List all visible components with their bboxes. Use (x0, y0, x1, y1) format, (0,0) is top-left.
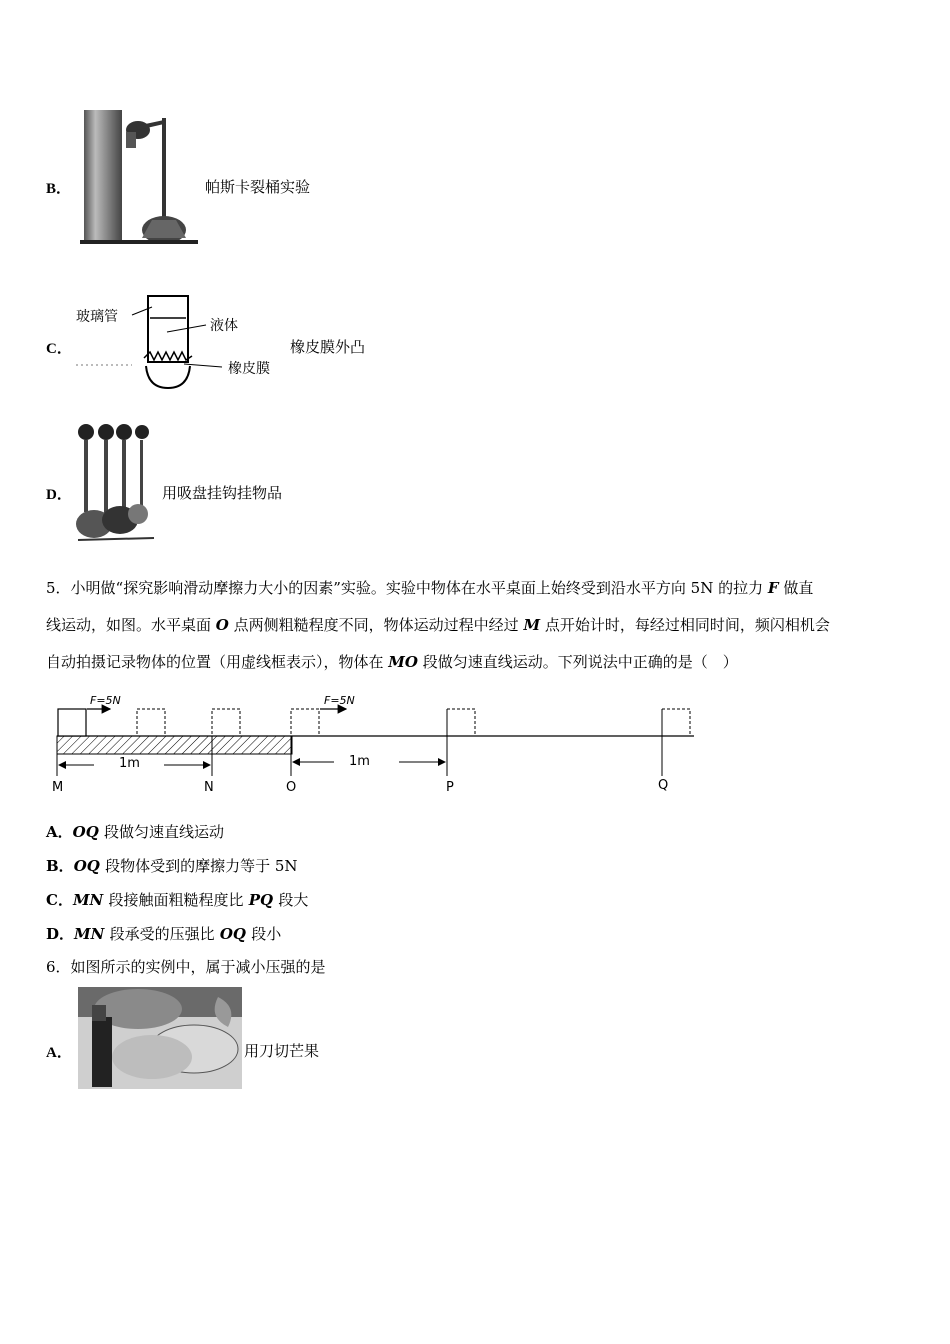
q5-line-1-text: 小明做“探究影响滑动摩擦力大小的因素”实验。实验中物体在水平桌面上始终受到沿水平方向 5N 的拉力 (70, 579, 764, 597)
q6-stem (46, 957, 326, 977)
q5-option-a-var: OQ (72, 823, 99, 841)
q5-option-c-var: MN (72, 891, 104, 909)
q5-option-c-text2: 段大 (278, 891, 309, 909)
q5-line-3 (46, 652, 738, 672)
liquid-label: 液体 (210, 318, 238, 334)
q5-line-3-var: MO (388, 653, 418, 671)
q5-line-2c: 点开始计时，每经过相同时间，频闪相机会 (544, 616, 830, 634)
motion-diagram (44, 688, 704, 803)
q6-option-a-letter: A． (46, 1045, 72, 1061)
q6-number: 6． (46, 958, 71, 976)
q5-option-a[interactable] (46, 821, 224, 842)
q5-option-c-var2: PQ (248, 891, 274, 909)
knife-mango-photo (78, 987, 242, 1089)
q5-option-d-var: MN (74, 925, 105, 943)
block-position-3 (212, 709, 240, 736)
block-position-2 (137, 709, 165, 736)
distance-label-mn: 1m (119, 756, 140, 771)
pascal-barrel-figure (80, 108, 204, 248)
q6-option-a-caption: 用刀切芒果 (244, 1042, 320, 1060)
block-position-5 (447, 709, 475, 736)
distance-label-op: 1m (349, 754, 370, 769)
q5-option-c[interactable] (46, 889, 308, 910)
option-d-letter: D． (46, 487, 72, 503)
q5-option-b-letter: B． (46, 857, 74, 875)
block-position-4 (291, 709, 319, 736)
point-q: Q (658, 778, 669, 793)
option-b-letter: B． (46, 181, 72, 197)
q5-line-2a: 线运动，如图。水平桌面 (46, 616, 212, 634)
suction-hook-figure (74, 420, 158, 544)
membrane-label: 橡皮膜 (228, 361, 270, 377)
q5-option-c-letter: C． (46, 891, 73, 909)
q5-line-1 (46, 578, 813, 598)
q5-option-c-text: 段接触面粗糙程度比 (108, 891, 244, 909)
point-m: M (52, 780, 64, 795)
q5-option-b[interactable] (46, 855, 298, 876)
block-position-6 (662, 709, 690, 736)
q5-line-2b: 点两侧粗糙程度不同，物体运动过程中经过 (233, 616, 519, 634)
force-label-2: F=5N (324, 694, 355, 707)
point-n: N (204, 780, 214, 795)
q5-option-d-text: 段承受的压强比 (109, 925, 215, 943)
q5-option-d-text2: 段小 (251, 925, 282, 943)
option-c-letter: C． (46, 341, 72, 357)
rough-surface (57, 736, 292, 754)
q5-option-a-letter: A． (46, 823, 73, 841)
force-label-1: F=5N (90, 694, 121, 707)
q5-line-1-end: 做直 (783, 579, 814, 597)
q5-line-2-var1: O (215, 616, 229, 634)
option-d-caption: 用吸盘挂钩挂物品 (162, 484, 283, 502)
q5-option-b-text: 段物体受到的摩擦力等于 5N (105, 857, 298, 875)
tube-label: 玻璃管 (76, 309, 118, 325)
point-o: O (286, 780, 297, 795)
q5-line-2-var2: M (523, 616, 541, 634)
q5-option-b-var: OQ (73, 857, 100, 875)
block-object (58, 709, 86, 736)
q5-option-a-text: 段做匀速直线运动 (104, 823, 225, 841)
q6-text: 如图所示的实例中，属于减小压强的是 (70, 958, 326, 976)
q5-line-3b: 段做匀速直线运动。下列说法中正确的是（ ） (422, 653, 738, 671)
option-b-caption: 帕斯卡裂桶实验 (205, 178, 311, 196)
q5-line-2 (46, 615, 830, 635)
q5-line-3a: 自动拍摄记录物体的位置（用虚线框表示），物体在 (46, 653, 384, 671)
point-p: P (446, 780, 454, 795)
q5-option-d-letter: D． (46, 925, 75, 943)
q5-option-d-var2: OQ (219, 925, 246, 943)
q5-number: 5． (46, 579, 71, 597)
q5-option-d[interactable] (46, 923, 281, 944)
q5-line-1-var: F (767, 579, 779, 597)
option-c-caption: 橡皮膜外凸 (290, 338, 366, 356)
